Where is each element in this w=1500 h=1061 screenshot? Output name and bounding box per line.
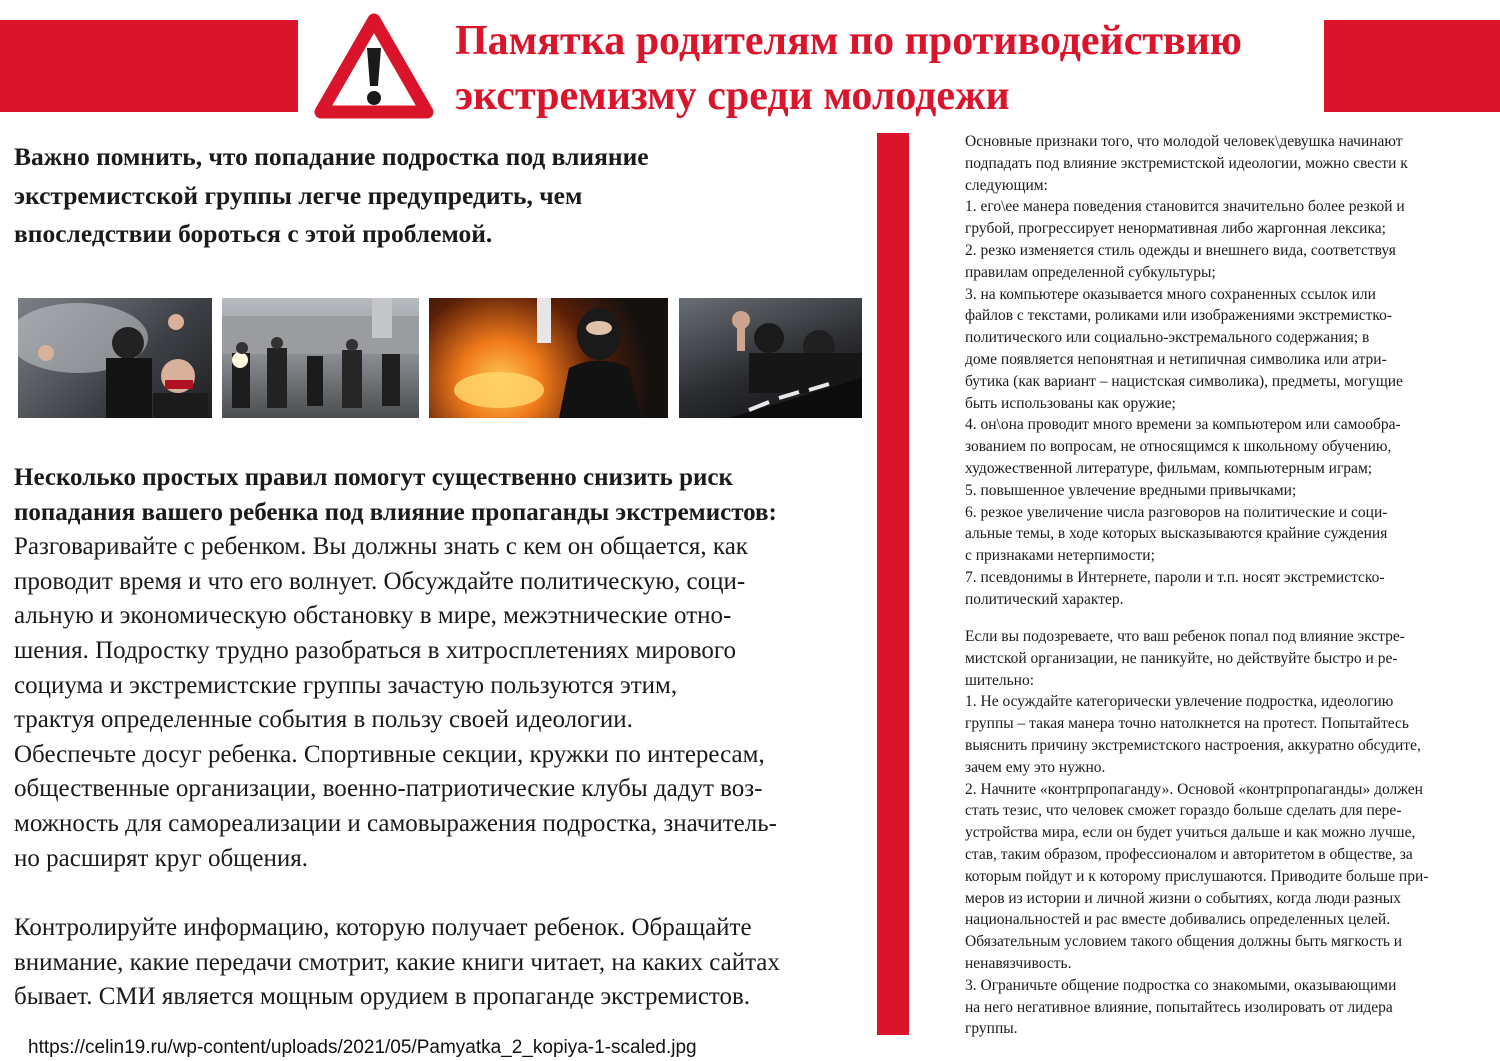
control-line: внимание, какие передачи смотрит, какие книги читает, на каких сайтах: [14, 948, 780, 976]
signs-line: художественной литературе, фильмам, компьютерным играм;: [965, 459, 1373, 477]
rules-heading-line: попадания вашего ребенка под влияние пропаганды экстремистов:: [14, 498, 777, 526]
photo-street-clash: [222, 298, 419, 418]
rules-body-line: Обеспечьте досуг ребенка. Спортивные секции, кружки по интересам,: [14, 740, 765, 768]
rules-body-line: можность для самореализации и самовыражения подростка, значитель-: [14, 809, 777, 837]
advice-line: шительно:: [965, 671, 1035, 689]
source-url: https://celin19.ru/wp-content/uploads/2021/05/Pamyatka_2_kopiya-1-scaled.jpg: [28, 1037, 697, 1058]
signs-line: доме появляется непонятная и нетипичная символика или атри-: [965, 350, 1387, 368]
signs-line: грубой, прогрессирует ненормативная либо жаргонная лексика;: [965, 220, 1386, 238]
rules-body-line: но расширят круг общения.: [14, 844, 309, 872]
intro-line: Важно помнить, что попадание подростка под влияние: [14, 142, 649, 171]
photo-street-clash-figures: [222, 298, 419, 418]
signs-line: 1. его\ее манера поведения становится значительно более резкой и: [965, 198, 1405, 216]
signs-line: 5. повышенное увлечение вредными привычками;: [965, 481, 1297, 499]
rules-body-line: альную и экономическую обстановку в мире, межэтнические отно-: [14, 602, 732, 630]
advice-line: устройства мира, если он будет учиться дальше и как можно лучше,: [965, 824, 1416, 842]
rules-heading-line: Несколько простых правил помогут существенно снизить риск: [14, 464, 733, 491]
signs-line: 2. резко изменяется стиль одежды и внешнего вида, соответствуя: [965, 241, 1396, 259]
signs-line: с признаками нетерпимости;: [965, 547, 1155, 565]
advice-line: группы – такая манера точно натолкнется на протест. Попытайтесь: [965, 715, 1409, 733]
rules-body-line: проводит время и что его волнует. Обсуждайте политическую, соци-: [14, 567, 746, 595]
advice-line: Обязательным условием такого общения должны быть мягкость и: [965, 933, 1403, 951]
advice-line: 2. Начните «контрпропаганду». Основой «контрпропаганды» должен: [965, 780, 1423, 798]
rules-body-line: шения. Подростку трудно разобраться в хитросплетениях мирового: [14, 636, 737, 664]
signs-line: Основные признаки того, что молодой человек\девушка начинают: [965, 133, 1403, 150]
rules-section: [14, 461, 859, 876]
photo-protest-smoke: [18, 298, 212, 418]
signs-line: подпадать под влияние экстремистской идеологии, можно свести к: [965, 154, 1408, 172]
signs-line: 3. на компьютере оказывается много сохраненных ссылок или: [965, 285, 1376, 303]
signs-line: политический характер.: [965, 590, 1124, 608]
photo-masked-youth-fire: [429, 298, 668, 418]
signs-line: следующим:: [965, 176, 1048, 194]
control-paragraph: [14, 911, 859, 1015]
page-title: [455, 14, 1315, 124]
rules-body-line: общественные организации, военно-патриотические клубы дадут воз-: [14, 775, 763, 803]
header-bar-right: [1324, 20, 1500, 112]
signs-section: [965, 131, 1490, 611]
rules-body-line: социума и экстремистские группы зачастую пользуются этим,: [14, 671, 678, 699]
signs-line: правилам определенной субкультуры;: [965, 263, 1216, 281]
signs-line: 7. псевдонимы в Интернете, пароли и т.п. носят экстремистско-: [965, 568, 1385, 586]
rules-body-line: Разговаривайте с ребенком. Вы должны знать с кем он общается, как: [14, 533, 748, 561]
advice-line: национальностей и рас вместе добивались определенных целей.: [965, 911, 1391, 929]
signs-line: быть использованы как оружие;: [965, 394, 1176, 412]
rules-body-line: трактуя определенные события в пользу своей идеологии.: [14, 706, 633, 734]
signs-line: альные темы, в ходе которых высказываются крайние суждения: [965, 525, 1388, 543]
advice-line: ненавязчивость.: [965, 954, 1072, 972]
title-line: Памятка родителям по противодействию: [455, 18, 1243, 64]
signs-line: 6. резкое увеличение числа разговоров на политические и соци-: [965, 503, 1388, 521]
intro-line: впоследствии бороться с этой проблемой.: [14, 219, 493, 248]
signs-line: бутика (как вариант – нацистская символика), предметы, могущие: [965, 372, 1403, 390]
advice-line: Если вы подозреваете, что ваш ребенок попал под влияние экстре-: [965, 628, 1405, 645]
vertical-divider-bar: [877, 133, 909, 1035]
signs-line: политического или социально-экстремального содержания; в: [965, 329, 1370, 347]
warning-triangle-icon: [313, 12, 435, 120]
advice-line: которым пойдут и к которому прислушаются. Приводите больше при-: [965, 867, 1429, 885]
advice-section: [965, 626, 1490, 1040]
intro-line: экстремистской группы легче предупредить, чем: [14, 180, 583, 210]
advice-line: выяснить причину экстремистского настроения, аккуратно обсудите,: [965, 736, 1421, 754]
advice-line: зачем ему это нужно.: [965, 758, 1106, 776]
signs-line: зованием по вопросам, не относящимся к школьному обучению,: [965, 438, 1392, 456]
signs-line: 4. он\она проводит много времени за компьютером или самообра-: [965, 416, 1401, 434]
advice-line: 3. Ограничьте общение подростка со знакомыми, оказывающими: [965, 976, 1397, 994]
header-bar-left: [0, 20, 298, 112]
advice-line: став, таким образом, профессионалом и авторитетом в обществе, за: [965, 845, 1413, 863]
advice-line: 1. Не осуждайте категорически увлечение подростка, идеологию: [965, 693, 1394, 711]
advice-line: меров из истории и личной жизни о событиях, когда люди разных: [965, 889, 1401, 907]
photo-masked-youth-figures: [429, 298, 668, 418]
photo-protest-smoke-figures: [18, 298, 212, 418]
control-line: бывает. СМИ является мощным орудием в пропаганде экстремистов.: [14, 983, 751, 1011]
advice-line: группы.: [965, 1020, 1018, 1038]
advice-line: стать тезис, что человек сможет гораздо больше сделать для пере-: [965, 802, 1402, 820]
advice-line: мистской организации, не паникуйте, но действуйте быстро и ре-: [965, 649, 1398, 667]
photo-banner-fists-figures: [679, 298, 862, 418]
signs-line: файлов с текстами, роликами или изображениями экстремистко-: [965, 307, 1393, 325]
control-line: Контролируйте информацию, которую получает ребенок. Обращайте: [14, 914, 752, 941]
advice-line: на него негативное влияние, попытайтесь изолировать от лидера: [965, 998, 1393, 1016]
intro-paragraph: [14, 138, 854, 254]
title-line: экстремизму среди молодежи: [455, 73, 1010, 119]
photo-banner-fists: [679, 298, 862, 418]
